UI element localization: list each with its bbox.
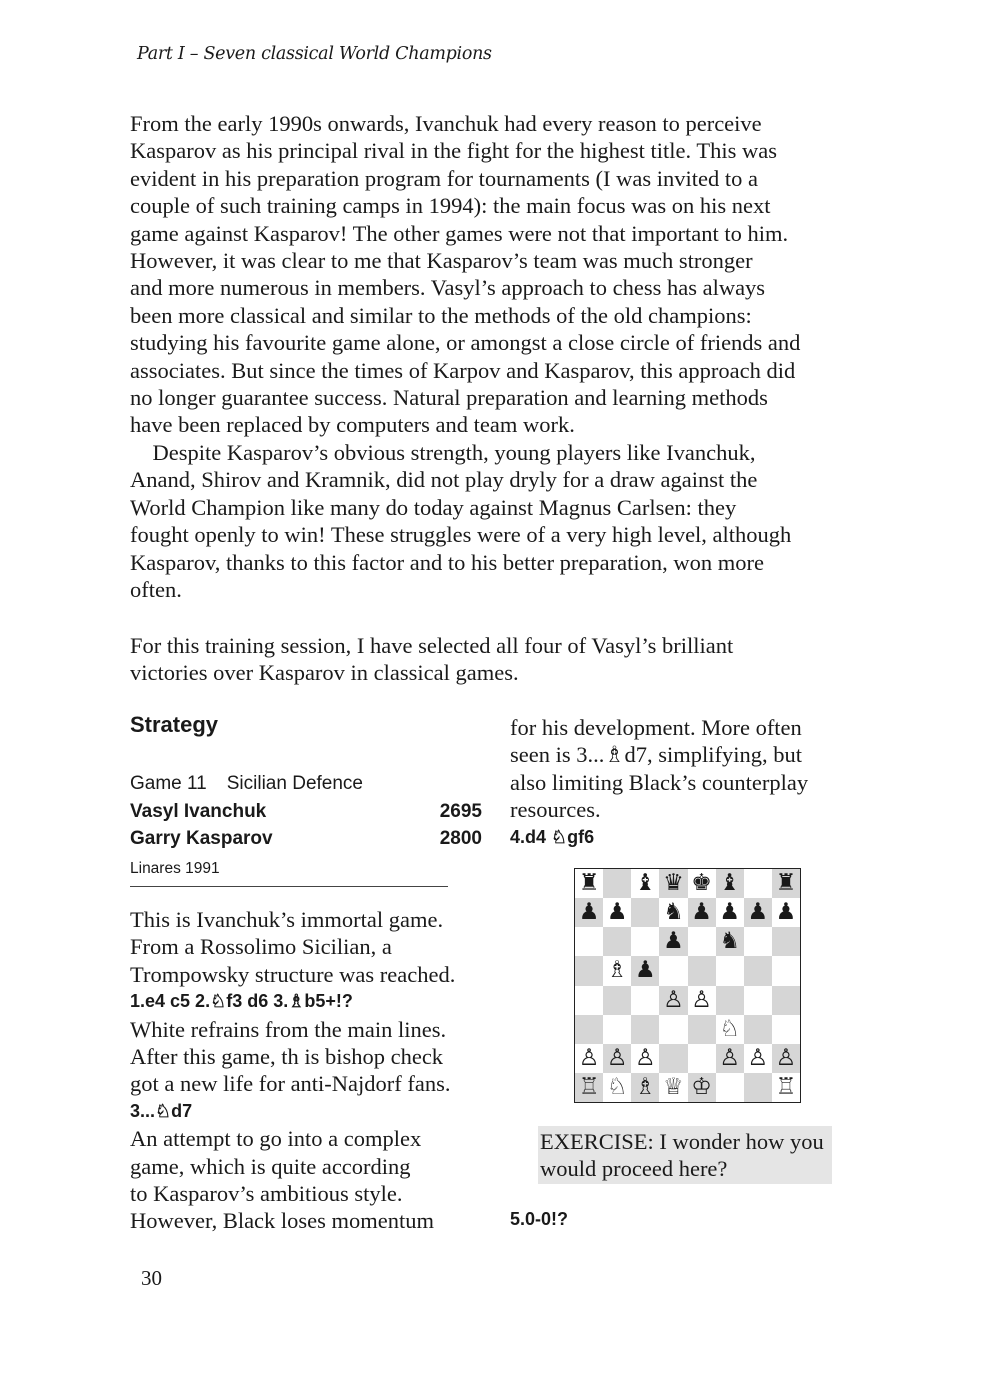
right-column xyxy=(510,714,870,851)
board-square xyxy=(575,956,603,985)
board-square xyxy=(772,927,800,956)
chess-piece: ♗ xyxy=(631,1073,659,1102)
text-line: However, it was clear to me that Kasparov’s team was much stronger xyxy=(130,248,753,274)
text-line: no longer guarantee success. Natural preparation and learning methods xyxy=(130,385,768,411)
chess-piece: ♕ xyxy=(659,1073,687,1102)
white-rating: 2695 xyxy=(439,800,482,822)
running-header: Part I – Seven classical World Champions xyxy=(137,44,492,64)
board-square xyxy=(688,956,716,985)
text-line: studying his favourite game alone, or amongst a close circle of friends and xyxy=(130,330,801,356)
text-line: An attempt to go into a complex xyxy=(130,1126,422,1152)
text-line: Kasparov as his principal rival in the fight for the highest title. This was xyxy=(130,138,777,164)
text-line: seen is 3...♗d7, simplifying, but xyxy=(510,742,803,768)
section-title: Strategy xyxy=(130,712,219,737)
chess-piece: ♖ xyxy=(575,1073,603,1102)
board-square xyxy=(716,986,744,1015)
chess-piece: ♟ xyxy=(772,898,800,927)
text-line: This is Ivanchuk’s immortal game. xyxy=(130,907,444,932)
move-notation: 1.e4 c5 2.♘f3 d6 3.♗b5+!? xyxy=(130,991,353,1012)
selection-paragraph xyxy=(130,632,870,687)
game-label: Game 11 xyxy=(130,773,207,794)
chess-piece: ♟ xyxy=(575,898,603,927)
board-square xyxy=(603,1015,631,1044)
text-line: got a new life for anti-Najdorf fans. xyxy=(130,1071,451,1097)
chess-piece: ♙ xyxy=(772,1044,800,1073)
board-square xyxy=(688,927,716,956)
board-square xyxy=(772,956,800,985)
text-line: evident in his preparation program for tournaments (I was invited to a xyxy=(130,165,758,191)
chess-piece: ♙ xyxy=(575,1044,603,1073)
board-square xyxy=(575,927,603,956)
board-square xyxy=(659,956,687,985)
board-square xyxy=(744,869,772,898)
board-square xyxy=(659,1044,687,1073)
text-line: For this training session, I have selected all four of Vasyl’s brilliant xyxy=(130,633,734,658)
exercise-box xyxy=(538,1126,832,1184)
board-square xyxy=(631,986,659,1015)
chess-piece: ♟ xyxy=(659,927,687,956)
chess-piece: ♞ xyxy=(659,898,687,927)
left-column xyxy=(130,906,490,1235)
exercise-line: EXERCISE: I wonder how you xyxy=(540,1129,824,1154)
board-square xyxy=(575,1015,603,1044)
board-square xyxy=(744,956,772,985)
chess-piece: ♙ xyxy=(603,1044,631,1073)
board-square xyxy=(631,1015,659,1044)
chess-piece: ♙ xyxy=(659,986,687,1015)
game-place: Linares 1991 xyxy=(130,859,220,877)
board-square xyxy=(688,1015,716,1044)
text-line: However, Black loses momentum xyxy=(130,1208,435,1234)
black-player: Garry Kasparov xyxy=(130,828,273,849)
chess-piece: ♟ xyxy=(744,898,772,927)
chess-piece: ♞ xyxy=(716,927,744,956)
text-line: and more numerous in members. Vasyl’s approach to chess has always xyxy=(130,275,766,301)
board-square xyxy=(772,986,800,1015)
intro-paragraph xyxy=(130,110,870,603)
text-line: also limiting Black’s counterplay xyxy=(510,769,809,795)
text-line: game against Kasparov! The other games were not that important to him. xyxy=(130,220,789,246)
board-square xyxy=(603,927,631,956)
board-square xyxy=(631,898,659,927)
text-line: to Kasparov’s ambitious style. xyxy=(130,1181,403,1207)
text-line: for his development. More often xyxy=(510,715,802,740)
move-notation: 5.0-0!? xyxy=(510,1209,569,1229)
chess-piece: ♙ xyxy=(688,986,716,1015)
text-line: couple of such training camps in 1994): the main focus was on his next xyxy=(130,193,771,219)
text-line: From a Rossolimo Sicilian, a xyxy=(130,934,392,960)
chess-piece: ♟ xyxy=(631,956,659,985)
chess-piece: ♟ xyxy=(603,898,631,927)
board-square xyxy=(575,986,603,1015)
text-line: From the early 1990s onwards, Ivanchuk had every reason to perceive xyxy=(130,111,762,136)
chess-piece: ♘ xyxy=(716,1015,744,1044)
board-square xyxy=(631,927,659,956)
chess-diagram xyxy=(574,868,801,1103)
chess-piece: ♙ xyxy=(631,1044,659,1073)
text-line: World Champion like many do today against Magnus Carlsen: they xyxy=(130,494,737,520)
move-notation: 3...♘d7 xyxy=(130,1100,193,1121)
chess-piece: ♟ xyxy=(688,898,716,927)
exercise-line: would proceed here? xyxy=(540,1156,728,1182)
text-line: resources. xyxy=(510,797,601,823)
board-square xyxy=(603,869,631,898)
board-square xyxy=(603,986,631,1015)
board-square xyxy=(659,1015,687,1044)
move-notation: 4.d4 ♘gf6 xyxy=(510,826,595,847)
board-square xyxy=(716,1073,744,1102)
text-line: Kasparov, thanks to this factor and to his better preparation, won more xyxy=(130,549,764,575)
black-rating: 2800 xyxy=(439,828,482,849)
page-number: 30 xyxy=(141,1266,162,1290)
chess-piece: ♝ xyxy=(716,869,744,898)
board-square xyxy=(716,956,744,985)
text-line: have been replaced by computers and team work. xyxy=(130,412,575,438)
chess-piece: ♚ xyxy=(688,869,716,898)
chess-piece: ♘ xyxy=(603,1073,631,1102)
chess-piece: ♟ xyxy=(716,898,744,927)
text-line: game, which is quite according xyxy=(130,1153,411,1179)
board-square xyxy=(744,1073,772,1102)
text-line: White refrains from the main lines. xyxy=(130,1016,447,1042)
chess-piece: ♗ xyxy=(603,956,631,985)
text-line: associates. But since the times of Karpov and Kasparov, this approach did xyxy=(130,357,796,383)
text-line: been more classical and similar to the methods of the old champions: xyxy=(130,302,752,328)
text-line: often. xyxy=(130,576,182,602)
text-line: After this game, th is bishop check xyxy=(130,1044,444,1070)
chess-piece: ♜ xyxy=(772,869,800,898)
board-square xyxy=(772,1015,800,1044)
chess-piece: ♙ xyxy=(744,1044,772,1073)
divider-rule xyxy=(130,886,448,887)
chess-piece: ♙ xyxy=(716,1044,744,1073)
opening-name: Sicilian Defence xyxy=(226,773,363,794)
chess-piece: ♜ xyxy=(575,869,603,898)
text-line: Anand, Shirov and Kramnik, did not play dryly for a draw against the xyxy=(130,467,758,493)
board-square xyxy=(744,927,772,956)
chess-piece: ♖ xyxy=(772,1073,800,1102)
game-header xyxy=(130,770,482,882)
white-player: Vasyl Ivanchuk xyxy=(130,800,267,822)
text-line: victories over Kasparov in classical games. xyxy=(130,660,519,686)
chess-piece: ♛ xyxy=(659,869,687,898)
board-square xyxy=(744,986,772,1015)
chess-piece: ♔ xyxy=(688,1073,716,1102)
text-line: fought openly to win! These struggles were of a very high level, although xyxy=(130,522,792,548)
board-square xyxy=(688,1044,716,1073)
text-line: Despite Kasparov’s obvious strength, young players like Ivanchuk, xyxy=(130,439,756,465)
board-square xyxy=(744,1015,772,1044)
chess-piece: ♝ xyxy=(631,869,659,898)
text-line: Trompowsky structure was reached. xyxy=(130,961,456,987)
